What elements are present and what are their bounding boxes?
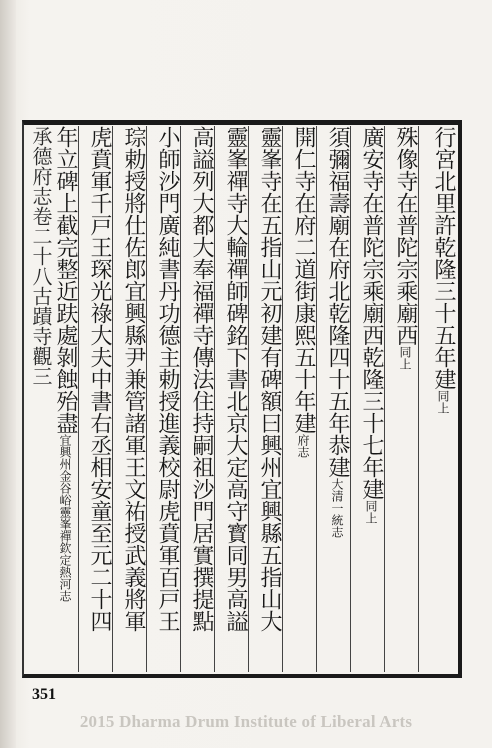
book-edge: [0, 0, 16, 748]
column-divider: [248, 126, 249, 672]
column-divider: [146, 126, 147, 672]
text-column-11: 虎賁軍千戸王琛光祿大夫中書右丞相安童至元二十四: [87, 126, 112, 632]
column-divider: [112, 126, 113, 672]
margin-heading: 承德府志卷二十八古蹟寺觀三: [29, 126, 53, 386]
watermark: 2015 Dharma Drum Institute of Liberal Arts: [79, 712, 413, 731]
column-divider: [316, 126, 317, 672]
column-divider: [180, 126, 181, 672]
column-divider: [384, 126, 385, 672]
text-column-7: 靈峯禪寺大輪禪師碑銘下書北京大定高守寳同男高謚: [223, 126, 248, 632]
page-number: 351: [32, 686, 56, 703]
text-column-1: 行宮北里許乾隆三十五年建同上: [431, 126, 456, 414]
text-column-8: 高謚列大都大奉福禪寺傳法住持嗣祖沙門居實撰提點: [189, 126, 214, 632]
text-column-4: 須彌福壽廟在府北乾隆四十五年恭建大清一統志: [325, 126, 350, 538]
column-divider: [214, 126, 215, 672]
text-column-3: 廣安寺在普陀宗乘廟西乾隆三十七年建同上: [359, 126, 384, 524]
text-column-10: 琮勅授將仕佐郎宜興縣尹兼管諸軍王文祐授武義將軍: [121, 126, 146, 632]
column-divider: [78, 126, 79, 672]
text-column-9: 小師沙門廣純書丹功德主勅授進義校尉虎賁軍百戸王: [155, 126, 180, 632]
column-divider: [418, 126, 419, 672]
text-column-5: 開仁寺在府二道街康熙五十年建府志: [291, 126, 316, 458]
text-column-12: 年立碑上截完整近趺處剝蝕殆盡宜興州金谷峪靈峯禪欽定熱河志: [53, 126, 78, 602]
text-column-6: 靈峯寺在五指山元初建有碑額曰興州宜興縣五指山大: [257, 126, 282, 632]
column-divider: [350, 126, 351, 672]
column-divider: [282, 126, 283, 672]
text-column-2: 殊像寺在普陀宗乘廟西同上: [393, 126, 418, 370]
